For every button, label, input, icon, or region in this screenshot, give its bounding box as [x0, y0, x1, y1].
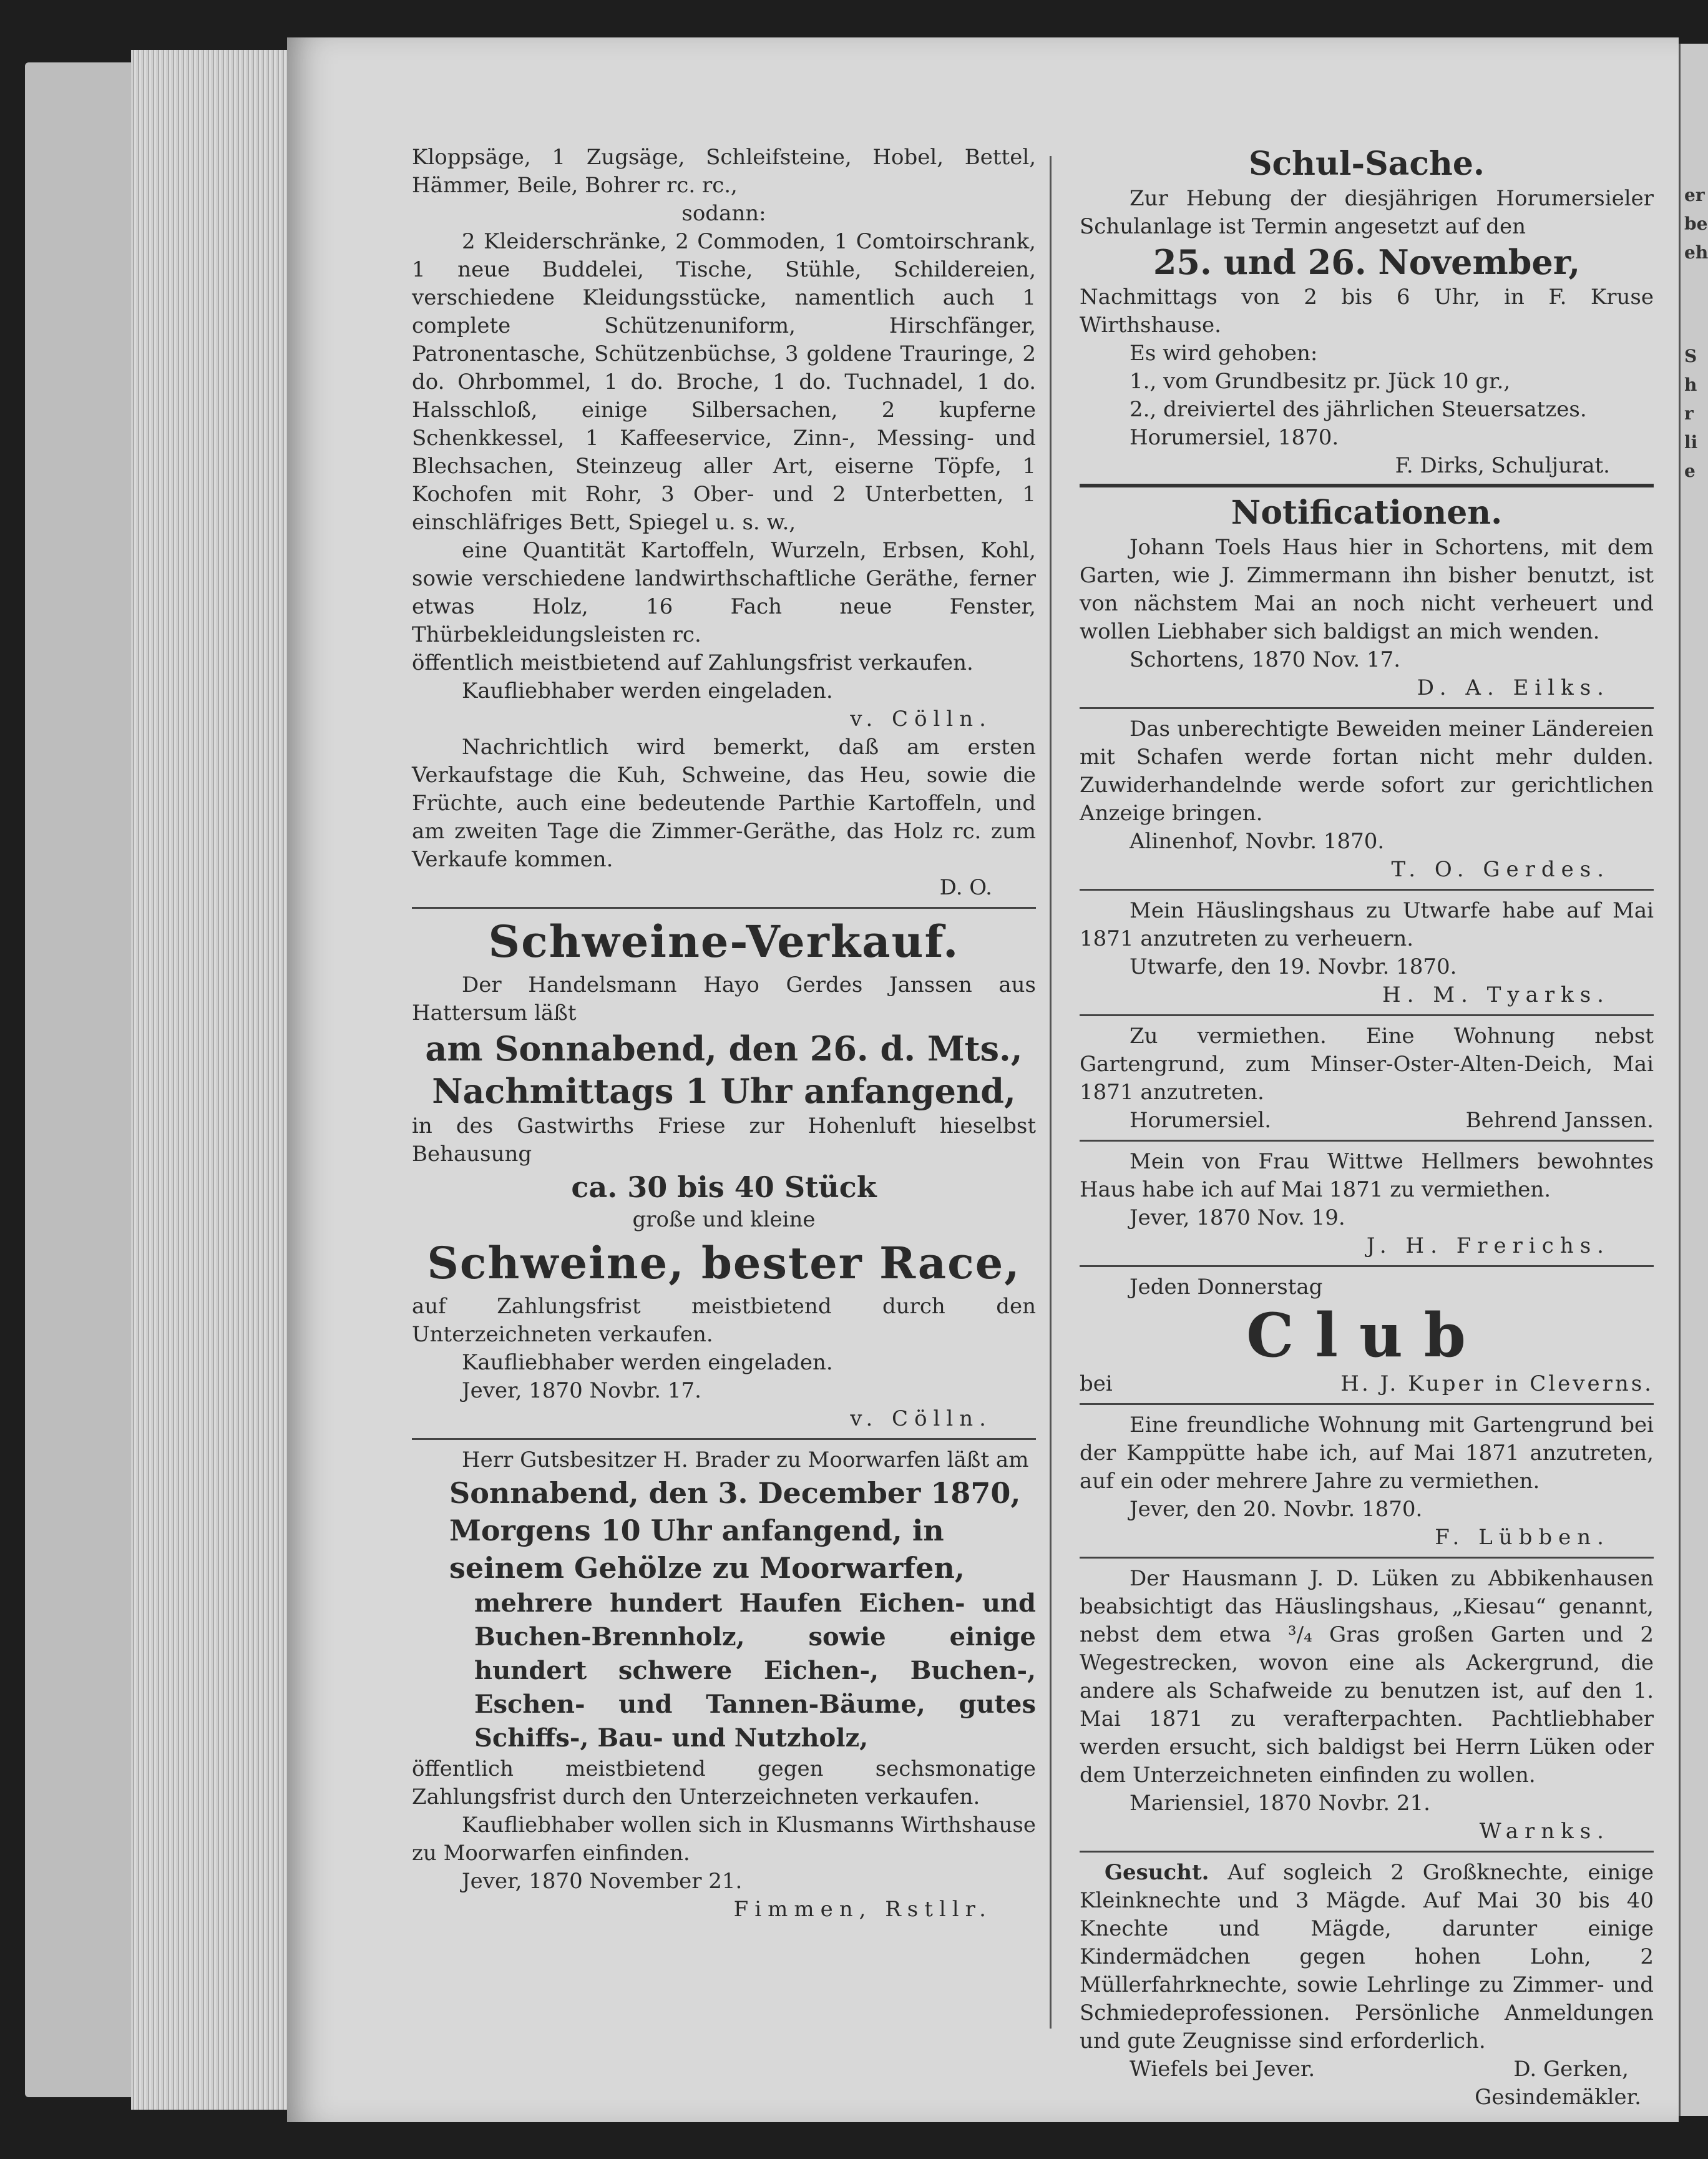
notif-frerichs-signature: J. H. Frerichs. — [1366, 1233, 1610, 1258]
auction-items-text: Kloppsäge, 1 Zugsäge, Schleifsteine, Hobel, Bettel, Hämmer, Beile, Bohrer rc. rc., — [412, 145, 1036, 198]
auction-signature: v. Cölln. — [850, 707, 992, 732]
gesucht-title: Gesindemäkler. — [1475, 2085, 1641, 2110]
remark-signature: D. O. — [939, 875, 992, 900]
schul-gehoben: Es wird gehoben: — [1130, 341, 1318, 366]
next-page-fragment: r — [1684, 403, 1694, 424]
notif-toels-date: Schortens, 1870 Nov. 17. — [1130, 647, 1401, 672]
next-page-fragment: S — [1684, 346, 1697, 366]
gesucht-footer — [1080, 2055, 1654, 2083]
brader-goods: mehrere hundert Haufen Eichen- und Buchen-Brennholz, sowie einige hundert schwere Eichen-, Buchen-, Eschen- und Tannen-Bäume, gutes Schiffs-, Bau- und Nutzholz, — [474, 1589, 1036, 1753]
schul-item-1: 1., vom Grundbesitz pr. Jück 10 gr., — [1130, 369, 1511, 394]
notif-tyarks-date: Utwarfe, den 19. Novbr. 1870. — [1130, 954, 1457, 979]
next-page-fragment: be — [1684, 213, 1708, 234]
section-rule — [1080, 1403, 1654, 1405]
next-page-fragment: eh — [1684, 242, 1708, 263]
notif-lueken-signature: Warnks. — [1479, 1819, 1610, 1844]
schul-place: Horumersiel, 1870. — [1130, 425, 1339, 450]
schul-time: Nachmittags von 2 bis 6 Uhr, in F. Kruse Wirthshause. — [1080, 285, 1654, 338]
next-page-fragment: h — [1684, 375, 1697, 395]
next-page-fragment: er — [1684, 185, 1705, 205]
schul-heading: Schul-Sache. — [1248, 145, 1485, 183]
section-rule — [412, 1438, 1036, 1440]
next-page-fragment: e — [1684, 461, 1696, 481]
notif-heading: Notificationen. — [1231, 494, 1503, 532]
notif-frerichs-date: Jever, 1870 Nov. 19. — [1130, 1205, 1345, 1230]
notif-frerichs: Mein von Frau Wittwe Hellmers bewohntes Haus habe ich auf Mai 1871 zu vermiethen. — [1080, 1149, 1654, 1202]
club-host — [1080, 1370, 1654, 1398]
notif-janssen-footer — [1080, 1107, 1654, 1135]
notif-janssen-place: Horumersiel. — [1130, 1108, 1272, 1133]
auction-invite: Kaufliebhaber werden eingeladen. — [462, 678, 833, 703]
newspaper-page — [287, 37, 1679, 2122]
notif-lueken-date: Mariensiel, 1870 Novbr. 21. — [1130, 1791, 1430, 1816]
notif-gerdes-signature: T. O. Gerdes. — [1391, 857, 1610, 882]
auction-produce-list: eine Quantität Kartoffeln, Wurzeln, Erbsen, Kohl, sowie verschiedene landwirthschaftliche Geräthe, ferner etwas Holz, 16 Fach neue Fenster, Thürbekleidungsleisten rc. — [412, 538, 1036, 647]
auction-items-list: 2 Kleiderschränke, 2 Commoden, 1 Comtoirschrank, 1 neue Buddelei, Tische, Stühle, Schildereien, verschiedene Kleidungsstücke, namentlich auch 1 complete Schützenuniform, Hirschfänger, Patronentasche, Schützenbüchse, 3 goldene Trauringe, 2 do. Ohrbommel, 1 do. Broche, 1 do. Tuchnadel, 1 do. Halsschloß, einige Silbersachen, 2 kupferne Schenkkessel, 1 Kaffeeservice, Zinn-, Messing- und Blechsachen, Steinzeug aller Art, eiserne Töpfe, 1 Kochofen mit Rohr, 3 Ober- und 2 Unterbetten, 1 einschläfriges Bett, Spiegel u. s. w., — [412, 229, 1036, 535]
schul-intro: Zur Hebung der diesjährigen Horumersieler Schulanlage ist Termin angesetzt auf den — [1080, 186, 1654, 239]
auction-sale-note: öffentlich meistbietend auf Zahlungsfrist verkaufen. — [412, 650, 974, 675]
schweine-terms: auf Zahlungsfrist meistbietend durch den Unterzeichneten verkaufen. — [412, 1294, 1036, 1347]
brader-terms: öffentlich meistbietend gegen sechsmonatige Zahlungsfrist durch den Unterzeichneten verkaufen. — [412, 1756, 1036, 1809]
schweine-intro: Der Handelsmann Hayo Gerdes Janssen aus Hattersum läßt — [412, 972, 1036, 1026]
brader-invite: Kaufliebhaber wollen sich in Klusmanns Wirthshause zu Moorwarfen einfinden. — [412, 1813, 1036, 1866]
column-divider — [1050, 156, 1052, 2029]
section-rule — [1080, 889, 1654, 891]
section-rule — [1080, 1014, 1654, 1016]
brader-date-place: Sonnabend, den 3. December 1870, Morgens 10 Uhr anfangend, in seinem Gehölze zu Moorwarfen, — [449, 1476, 1021, 1585]
schweine-heading: Schweine-Verkauf. — [488, 916, 960, 967]
schul-item-2: 2., dreiviertel des jährlichen Steuersatzes. — [1130, 397, 1587, 422]
auction-remark: Nachrichtlich wird bemerkt, daß am ersten Verkaufstage die Kuh, Schweine, das Heu, sowie die Früchte, auch eine bedeutende Parthie Kartoffeln, und am zweiten Tage die Zimmer-Geräthe, das Holz rc. zum Verkaufe kommen. — [412, 735, 1036, 872]
schweine-invite: Kaufliebhaber werden eingeladen. — [462, 1350, 833, 1375]
notif-lueken: Der Hausmann J. D. Lüken zu Abbikenhausen beabsichtigt das Häuslingshaus, „Kiesau“ genannt, nebst dem etwa ³/₄ Gras großen Garten und 2 Wegestrecken, wovon eine als Ackergrund, die andere als Schafweide zu benutzen ist, auf den 1. Mai 1871 zu verafterpachten. Pachtliebhaber werden ersucht, sich baldigst bei Herrn Lüken oder dem Unterzeichneten einfinden zu wollen. — [1080, 1566, 1654, 1788]
section-rule — [1080, 1140, 1654, 1142]
gesucht-text: Auf sogleich 2 Großknechte, einige Kleinknechte und 3 Mägde. Auf Mai 30 bis 40 Knechte und Mägde, darunter einige Kindermädchen gegen hohen Lohn, 2 Müllerfahrknechte, sowie Lehrlinge zu Zimmer- und Schmiedeprofessionen. Persönliche Anmeldungen und gute Zeugnisse sind erforderlich. — [1080, 1860, 1654, 2054]
notif-tyarks: Mein Häuslingshaus zu Utwarfe habe auf Mai 1871 anzutreten zu verheuern. — [1080, 898, 1654, 951]
section-rule — [1080, 1265, 1654, 1267]
gesucht-heading: Gesucht. — [1105, 1860, 1209, 1885]
schweine-signature: v. Cölln. — [850, 1406, 992, 1431]
notif-toels: Johann Toels Haus hier in Schortens, mit dem Garten, wie J. Zimmermann ihn bisher benutzt, ist von nächstem Mai an noch nicht verheuert und wollen Liebhaber sich baldigst an mich wenden. — [1080, 535, 1654, 644]
schweine-date-line: Jever, 1870 Novbr. 17. — [462, 1378, 701, 1403]
schweine-size: große und kleine — [632, 1207, 816, 1232]
club-host-name: H. J. Kuper in Cleverns. — [1340, 1371, 1654, 1396]
section-rule — [412, 907, 1036, 909]
notif-luebben: Eine freundliche Wohnung mit Gartengrund bei der Kamppütte habe ich, auf Mai 1871 anzutreten, auf ein oder mehrere Jahre zu vermiethen. — [1080, 1412, 1654, 1494]
section-rule — [1080, 484, 1654, 487]
club-heading: Club — [1246, 1300, 1487, 1371]
adjacent-page-edge — [1679, 44, 1708, 2116]
schweine-race: Schweine, bester Race, — [427, 1237, 1021, 1289]
club-bei: bei — [1080, 1371, 1113, 1396]
notif-janssen: Zu vermiethen. Eine Wohnung nebst Gartengrund, zum Minser-Oster-Alten-Deich, Mai 1871 anzutreten. — [1080, 1024, 1654, 1105]
notif-janssen-signature: Behrend Janssen. — [1465, 1108, 1654, 1133]
book-page-edges — [131, 50, 293, 2110]
schweine-location: in des Gastwirths Friese zur Hohenluft hieselbst Behausung — [412, 1114, 1036, 1167]
schweine-count: ca. 30 bis 40 Stück — [571, 1170, 877, 1204]
schweine-time: Nachmittags 1 Uhr anfangend, — [432, 1071, 1016, 1111]
gesucht-signature: D. Gerken, — [1513, 2057, 1629, 2082]
left-column — [412, 144, 1036, 1924]
section-rule — [1080, 1851, 1654, 1853]
gesucht-ad — [1080, 1859, 1654, 2055]
auction-sodann: sodann: — [681, 201, 766, 226]
gesucht-place: Wiefels bei Jever. — [1130, 2057, 1315, 2082]
notif-gerdes: Das unberechtigte Beweiden meiner Ländereien mit Schafen werde fortan nicht mehr dulden. Zuwiderhandelnde werde sofort zur gerichtlichen Anzeige bringen. — [1080, 717, 1654, 826]
brader-intro: Herr Gutsbesitzer H. Brader zu Moorwarfen läßt am — [462, 1447, 1029, 1472]
notif-tyarks-signature: H. M. Tyarks. — [1382, 982, 1610, 1007]
schweine-date: am Sonnabend, den 26. d. Mts., — [425, 1029, 1023, 1069]
notif-luebben-date: Jever, den 20. Novbr. 1870. — [1130, 1497, 1423, 1522]
schul-dates: 25. und 26. November, — [1153, 242, 1581, 282]
notif-gerdes-date: Alinenhof, Novbr. 1870. — [1130, 829, 1385, 854]
right-column — [1080, 144, 1654, 2112]
brader-date-line: Jever, 1870 November 21. — [462, 1869, 743, 1894]
schul-signature: F. Dirks, Schuljurat. — [1395, 453, 1610, 478]
next-page-fragment: li — [1684, 432, 1698, 453]
brader-signature: Fimmen, Rstllr. — [733, 1897, 992, 1922]
club-day: Jeden Donnerstag — [1130, 1275, 1323, 1300]
section-rule — [1080, 707, 1654, 709]
notif-toels-signature: D. A. Eilks. — [1417, 675, 1610, 700]
notif-luebben-signature: F. Lübben. — [1435, 1525, 1610, 1550]
section-rule — [1080, 1557, 1654, 1559]
